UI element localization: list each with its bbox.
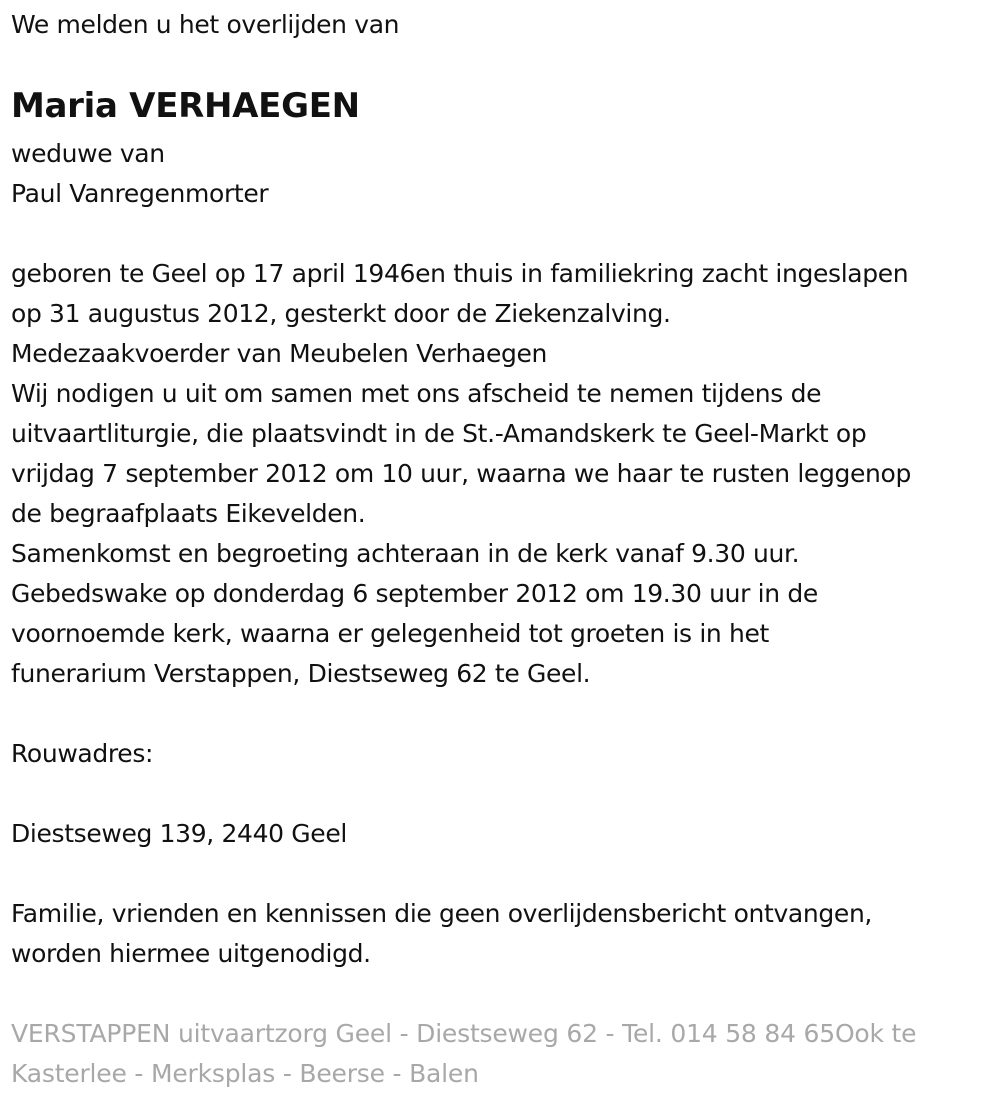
notice-body xyxy=(11,254,911,694)
body-line: uitvaartliturgie, die plaatsvindt in de St.-Amandskerk te Geel-Markt op xyxy=(11,419,867,448)
body-line: vrijdag 7 september 2012 om 10 uur, waarna we haar te rusten leggenop xyxy=(11,459,911,488)
address-label: Rouwadres: xyxy=(11,739,154,768)
invite-line: Familie, vrienden en kennissen die geen overlijdensbericht ontvangen, xyxy=(11,899,873,928)
funeral-home-footer xyxy=(11,1014,916,1094)
body-line: voornoemde kerk, waarna er gelegenheid tot groeten is in het xyxy=(11,619,769,648)
invitation-text xyxy=(11,894,872,974)
deceased-name: Maria VERHAEGEN xyxy=(11,86,360,126)
mourning-address: Diestseweg 139, 2440 Geel xyxy=(11,819,347,848)
body-line: geboren te Geel op 17 april 1946en thuis in familiekring zacht ingeslapen xyxy=(11,259,909,288)
footer-line: Kasterlee - Merksplas - Beerse - Balen xyxy=(11,1059,479,1088)
body-line: de begraafplaats Eikevelden. xyxy=(11,499,366,528)
body-line: Medezaakvoerder van Meubelen Verhaegen xyxy=(11,339,548,368)
invite-line: worden hiermee uitgenodigd. xyxy=(11,939,371,968)
body-line: Gebedswake op donderdag 6 september 2012 om 19.30 uur in de xyxy=(11,579,818,608)
body-line: funerarium Verstappen, Diestseweg 62 te Geel. xyxy=(11,659,591,688)
body-line: op 31 augustus 2012, gesterkt door de Ziekenzalving. xyxy=(11,299,671,328)
body-line: Wij nodigen u uit om samen met ons afscheid te nemen tijdens de xyxy=(11,379,822,408)
footer-line: VERSTAPPEN uitvaartzorg Geel - Diestseweg 62 - Tel. 014 58 84 65Ook te xyxy=(11,1019,917,1048)
intro-text: We melden u het overlijden van xyxy=(11,10,400,39)
widow-of-block xyxy=(11,134,268,214)
widow-line: weduwe van xyxy=(11,139,165,168)
body-line: Samenkomst en begroeting achteraan in de kerk vanaf 9.30 uur. xyxy=(11,539,800,568)
widow-spouse-name: Paul Vanregenmorter xyxy=(11,179,269,208)
